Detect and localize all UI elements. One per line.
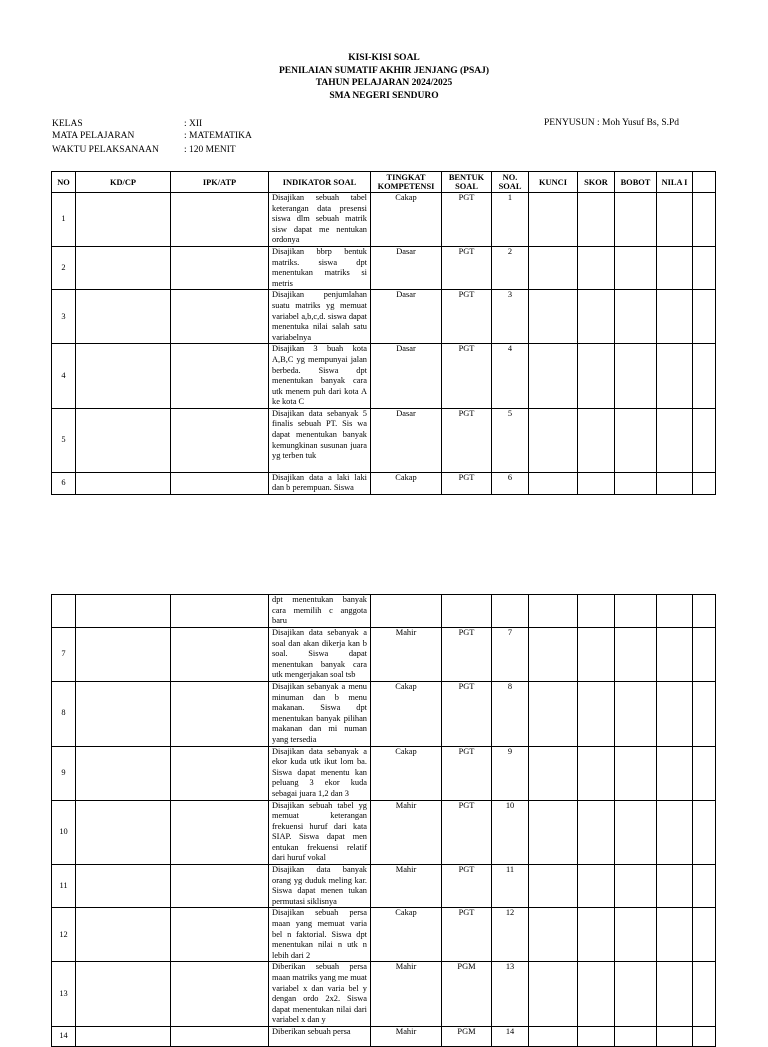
cell-bobot <box>615 681 657 746</box>
cell-indikator: Disajikan data sebanyak 5 finalis sebuah PT. Sis wa dapat menentukan banyak kemungkinan susunan juara yg terben tuk <box>269 408 371 472</box>
cell-tingkat: Mahir <box>371 1026 442 1046</box>
cell-nosoal: 4 <box>492 344 529 409</box>
cell-kunci <box>529 681 578 746</box>
cell-kunci <box>529 1026 578 1046</box>
cell-indikator: Disajikan data banyak orang yg duduk meling kar. Siswa dapat menen tukan permutasi siklisnya <box>269 865 371 908</box>
cell-bobot <box>615 344 657 409</box>
table-row <box>52 1026 716 1046</box>
cell-nosoal: 12 <box>492 908 529 962</box>
cell-nilai <box>657 962 693 1027</box>
cell-tingkat: Cakap <box>371 746 442 800</box>
cell-nosoal: 1 <box>492 193 529 247</box>
cell-extra <box>693 595 716 628</box>
col-header-tingkat: TINGKAT KOMPETENSI <box>371 172 442 193</box>
cell-indikator: Disajikan bbrp bentuk matriks. siswa dpt menentukan matriks si metris <box>269 246 371 289</box>
cell-nosoal: 2 <box>492 246 529 289</box>
cell-bentuk: PGT <box>442 246 492 289</box>
cell-extra <box>693 408 716 472</box>
cell-ipk <box>171 800 269 865</box>
cell-no: 1 <box>52 193 76 247</box>
cell-no: 8 <box>52 681 76 746</box>
cell-nosoal: 10 <box>492 800 529 865</box>
mapel-label: MATA PELAJARAN <box>52 131 135 141</box>
cell-no: 2 <box>52 246 76 289</box>
cell-bobot <box>615 962 657 1027</box>
cell-tingkat: Mahir <box>371 865 442 908</box>
table-row <box>52 595 716 628</box>
cell-bentuk <box>442 595 492 628</box>
cell-indikator: Disajikan data a laki laki dan b perempuan. Siswa <box>269 472 371 494</box>
cell-tingkat: Cakap <box>371 681 442 746</box>
cell-bentuk: PGT <box>442 746 492 800</box>
table-row <box>52 800 716 865</box>
cell-ipk <box>171 290 269 344</box>
table-row <box>52 193 716 247</box>
table-row <box>52 290 716 344</box>
cell-kd <box>76 408 171 472</box>
cell-nilai <box>657 246 693 289</box>
kisi-table-page-1 <box>51 171 716 495</box>
cell-skor <box>578 908 615 962</box>
cell-skor <box>578 746 615 800</box>
cell-bentuk: PGT <box>442 290 492 344</box>
cell-extra <box>693 746 716 800</box>
cell-extra <box>693 800 716 865</box>
cell-skor <box>578 800 615 865</box>
cell-tingkat: Dasar <box>371 408 442 472</box>
cell-no: 6 <box>52 472 76 494</box>
cell-kd <box>76 290 171 344</box>
cell-kunci <box>529 344 578 409</box>
cell-indikator: Disajikan 3 buah kota A,B,C yg mempunyai jalan berbeda. Siswa dpt menentukan banyak cara utk menem puh dari kota A ke kota C <box>269 344 371 409</box>
table-header-row <box>52 172 716 193</box>
cell-kunci <box>529 908 578 962</box>
cell-tingkat: Dasar <box>371 290 442 344</box>
cell-extra <box>693 193 716 247</box>
waktu-label: WAKTU PELAKSANAAN <box>52 145 159 155</box>
title-line-2: PENILAIAN SUMATIF AKHIR JENJANG (PSAJ) <box>278 65 490 76</box>
penyusun: PENYUSUN : Moh Yusuf Bs, S.Pd <box>544 118 680 128</box>
cell-ipk <box>171 628 269 682</box>
cell-nosoal: 8 <box>492 681 529 746</box>
cell-indikator: Disajikan sebuah tabel keterangan data presensi siswa dlm sebuah matrik sisw dapat me nentukan ordonya <box>269 193 371 247</box>
cell-ipk <box>171 193 269 247</box>
cell-tingkat: Mahir <box>371 962 442 1027</box>
title-line-3: TAHUN PELAJARAN 2024/2025 <box>315 78 453 88</box>
cell-nosoal: 11 <box>492 865 529 908</box>
col-header-no: NO <box>52 172 76 193</box>
cell-ipk <box>171 246 269 289</box>
cell-skor <box>578 628 615 682</box>
cell-nilai <box>657 746 693 800</box>
cell-kd <box>76 1026 171 1046</box>
cell-bobot <box>615 1026 657 1046</box>
cell-ipk <box>171 746 269 800</box>
document-title <box>0 52 768 102</box>
cell-kunci <box>529 746 578 800</box>
cell-nilai <box>657 290 693 344</box>
cell-bentuk: PGT <box>442 408 492 472</box>
cell-nilai <box>657 908 693 962</box>
cell-tingkat: Cakap <box>371 193 442 247</box>
cell-skor <box>578 962 615 1027</box>
cell-extra <box>693 628 716 682</box>
cell-no: 13 <box>52 962 76 1027</box>
cell-bentuk: PGT <box>442 628 492 682</box>
table-row <box>52 962 716 1027</box>
col-header-indikator: INDIKATOR SOAL <box>269 172 371 193</box>
cell-kunci <box>529 800 578 865</box>
cell-indikator: Diberikan sebuah persa <box>269 1026 371 1046</box>
cell-bobot <box>615 746 657 800</box>
cell-kd <box>76 193 171 247</box>
cell-kunci <box>529 246 578 289</box>
cell-nosoal: 6 <box>492 472 529 494</box>
cell-indikator: Disajikan sebanyak a menu minuman dan b menu makanan. Siswa dpt menentukan banyak pilihan makanan dan mi numan yang tersedia <box>269 681 371 746</box>
cell-kunci <box>529 962 578 1027</box>
kelas-label: KELAS <box>52 119 83 129</box>
cell-no: 5 <box>52 408 76 472</box>
cell-kd <box>76 908 171 962</box>
cell-kd <box>76 746 171 800</box>
cell-tingkat: Mahir <box>371 800 442 865</box>
meta-block <box>52 117 352 161</box>
cell-kunci <box>529 472 578 494</box>
cell-nilai <box>657 865 693 908</box>
cell-extra <box>693 962 716 1027</box>
cell-ipk <box>171 681 269 746</box>
cell-skor <box>578 865 615 908</box>
cell-kd <box>76 595 171 628</box>
cell-no: 4 <box>52 344 76 409</box>
cell-bentuk: PGT <box>442 908 492 962</box>
cell-skor <box>578 1026 615 1046</box>
col-header-kd: KD/CP <box>76 172 171 193</box>
cell-skor <box>578 246 615 289</box>
kisi-table-page-2 <box>51 594 716 1047</box>
cell-extra <box>693 472 716 494</box>
cell-extra <box>693 344 716 409</box>
cell-kunci <box>529 193 578 247</box>
cell-nilai <box>657 595 693 628</box>
cell-bentuk: PGT <box>442 472 492 494</box>
cell-bentuk: PGT <box>442 344 492 409</box>
cell-tingkat: Dasar <box>371 246 442 289</box>
cell-no: 7 <box>52 628 76 682</box>
cell-extra <box>693 865 716 908</box>
cell-skor <box>578 472 615 494</box>
cell-skor <box>578 290 615 344</box>
table-body-page-1 <box>52 193 716 495</box>
cell-nilai <box>657 193 693 247</box>
cell-no <box>52 595 76 628</box>
title-line-1: KISI-KISI SOAL <box>348 53 420 63</box>
cell-nosoal: 5 <box>492 408 529 472</box>
cell-bobot <box>615 865 657 908</box>
col-header-skor: SKOR <box>578 172 615 193</box>
cell-tingkat: Mahir <box>371 628 442 682</box>
cell-ipk <box>171 344 269 409</box>
col-header-ipk: IPK/ATP <box>171 172 269 193</box>
cell-kunci <box>529 408 578 472</box>
cell-nosoal: 9 <box>492 746 529 800</box>
cell-kd <box>76 344 171 409</box>
cell-bentuk: PGM <box>442 962 492 1027</box>
title-line-4: SMA NEGERI SENDURO <box>329 90 439 101</box>
cell-skor <box>578 681 615 746</box>
table-row <box>52 865 716 908</box>
cell-indikator: Disajikan data sebanyak a soal dan akan dikerja kan b soal. Siswa dapat menentukan banyak cara utk mengerjakan soal tsb <box>269 628 371 682</box>
cell-bobot <box>615 800 657 865</box>
cell-nilai <box>657 800 693 865</box>
cell-bobot <box>615 628 657 682</box>
cell-bobot <box>615 290 657 344</box>
cell-bobot <box>615 908 657 962</box>
col-header-extra <box>693 172 716 193</box>
cell-bentuk: PGT <box>442 193 492 247</box>
cell-kunci <box>529 628 578 682</box>
cell-extra <box>693 908 716 962</box>
cell-nilai <box>657 681 693 746</box>
cell-ipk <box>171 595 269 628</box>
waktu-value: : 120 MENIT <box>184 145 236 155</box>
cell-no: 12 <box>52 908 76 962</box>
cell-nilai <box>657 344 693 409</box>
table-row <box>52 746 716 800</box>
cell-nilai <box>657 1026 693 1046</box>
col-header-nilai: NILA I <box>657 172 693 193</box>
cell-no: 11 <box>52 865 76 908</box>
cell-skor <box>578 344 615 409</box>
cell-indikator: Disajikan sebuah tabel yg memuat keterangan frekuensi huruf dari kata SIAP. Siswa dapat men entukan frekuensi relatif dari huruf vokal <box>269 800 371 865</box>
col-header-bobot: BOBOT <box>615 172 657 193</box>
cell-indikator: Disajikan penjumlahan suatu matriks yg memuat variabel a,b,c,d. siswa dapat menentuka nilai salah satu variabelnya <box>269 290 371 344</box>
cell-bentuk: PGM <box>442 1026 492 1046</box>
col-header-bentuk: BENTUK SOAL <box>442 172 492 193</box>
cell-extra <box>693 290 716 344</box>
cell-bobot <box>615 193 657 247</box>
cell-nosoal: 7 <box>492 628 529 682</box>
cell-kunci <box>529 865 578 908</box>
cell-ipk <box>171 1026 269 1046</box>
table-body-page-2 <box>52 595 716 1047</box>
cell-ipk <box>171 962 269 1027</box>
cell-indikator: dpt menentukan banyak cara memilih c anggota baru <box>269 595 371 628</box>
cell-no: 14 <box>52 1026 76 1046</box>
table-row <box>52 681 716 746</box>
cell-bobot <box>615 472 657 494</box>
cell-indikator: Disajikan data sebanyak a ekor kuda utk ikut lom ba. Siswa dapat menentu kan peluang 3 ekor kuda sebagai juara 1,2 dan 3 <box>269 746 371 800</box>
cell-ipk <box>171 908 269 962</box>
cell-skor <box>578 408 615 472</box>
cell-kd <box>76 865 171 908</box>
cell-bobot <box>615 595 657 628</box>
cell-indikator: Diberikan sebuah persa maan matriks yang me muat variabel x dan varia bel y dengan ordo 2x2. Siswa dapat menentukan nilai dari variabel x dan y <box>269 962 371 1027</box>
cell-ipk <box>171 472 269 494</box>
cell-bobot <box>615 246 657 289</box>
cell-extra <box>693 246 716 289</box>
col-header-nosoal: NO. SOAL <box>492 172 529 193</box>
table-row <box>52 344 716 409</box>
cell-kd <box>76 472 171 494</box>
cell-tingkat: Dasar <box>371 344 442 409</box>
cell-nosoal <box>492 595 529 628</box>
cell-ipk <box>171 408 269 472</box>
cell-ipk <box>171 865 269 908</box>
cell-bobot <box>615 408 657 472</box>
cell-no: 10 <box>52 800 76 865</box>
cell-tingkat <box>371 595 442 628</box>
cell-skor <box>578 193 615 247</box>
cell-bentuk: PGT <box>442 800 492 865</box>
table-row <box>52 628 716 682</box>
cell-nosoal: 14 <box>492 1026 529 1046</box>
cell-kd <box>76 800 171 865</box>
cell-nosoal: 13 <box>492 962 529 1027</box>
cell-kd <box>76 962 171 1027</box>
cell-kd <box>76 628 171 682</box>
cell-kd <box>76 681 171 746</box>
table-row <box>52 408 716 472</box>
cell-bentuk: PGT <box>442 681 492 746</box>
cell-nilai <box>657 472 693 494</box>
kelas-value: : XII <box>184 119 203 129</box>
cell-nilai <box>657 628 693 682</box>
table-row <box>52 246 716 289</box>
cell-kunci <box>529 595 578 628</box>
cell-nosoal: 3 <box>492 290 529 344</box>
cell-kd <box>76 246 171 289</box>
cell-bentuk: PGT <box>442 865 492 908</box>
cell-extra <box>693 1026 716 1046</box>
cell-kunci <box>529 290 578 344</box>
cell-extra <box>693 681 716 746</box>
cell-no: 9 <box>52 746 76 800</box>
cell-no: 3 <box>52 290 76 344</box>
table-row <box>52 472 716 494</box>
col-header-kunci: KUNCI <box>529 172 578 193</box>
cell-indikator: Disajikan sebuah persa maan yang memuat varia bel n faktorial. Siswa dpt menentukan nilai n utk n lebih dari 2 <box>269 908 371 962</box>
table-row <box>52 908 716 962</box>
mapel-value: : MATEMATIKA <box>184 131 252 141</box>
cell-skor <box>578 595 615 628</box>
cell-nilai <box>657 408 693 472</box>
cell-tingkat: Cakap <box>371 472 442 494</box>
cell-tingkat: Cakap <box>371 908 442 962</box>
